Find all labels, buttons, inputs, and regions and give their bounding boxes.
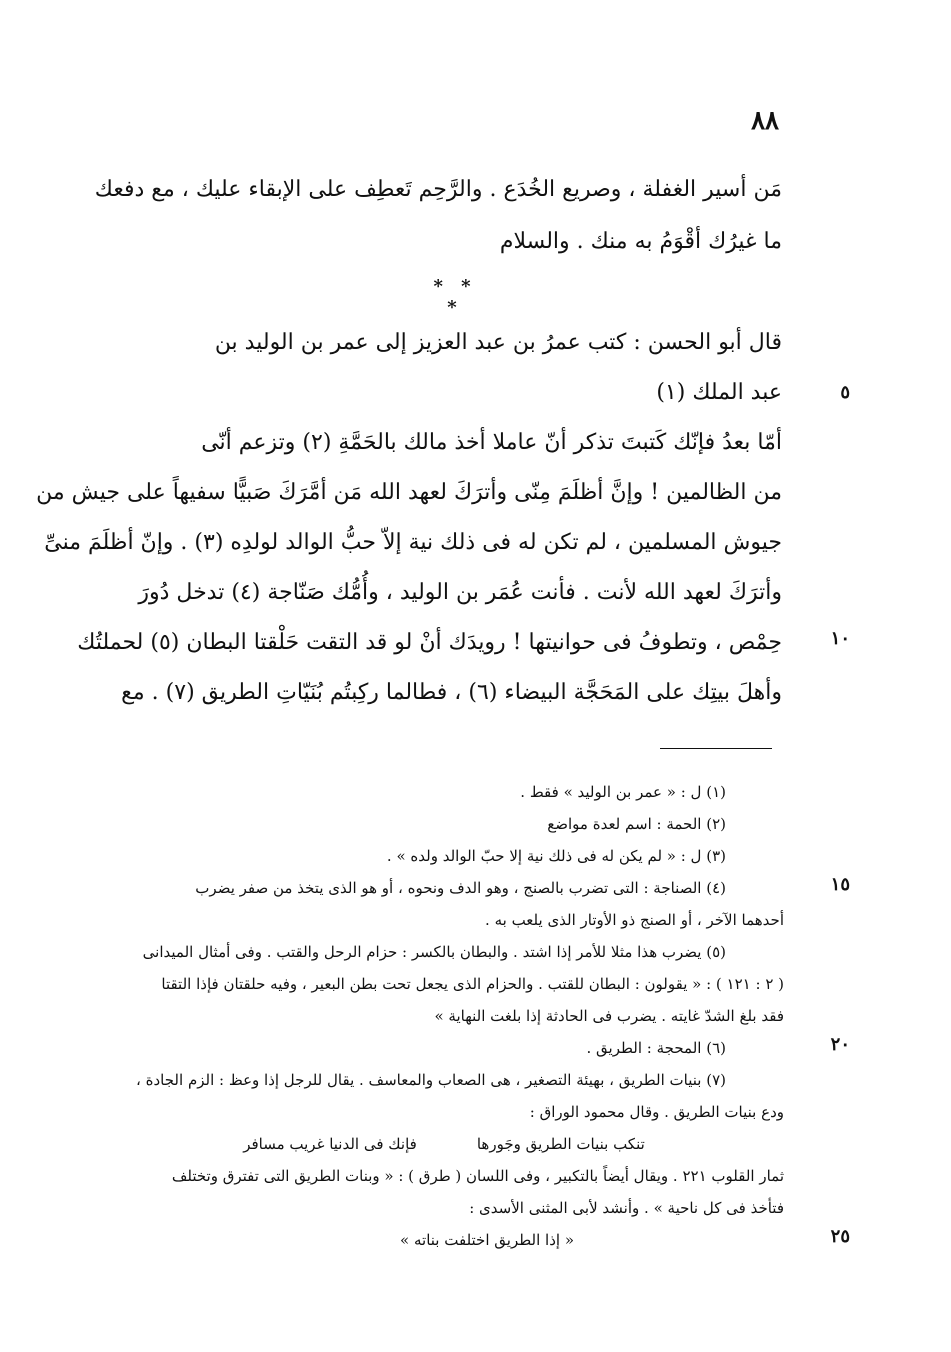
footnote-6: (٦) المحجة : الطريق . (586, 1039, 726, 1057)
footnote-rule (660, 748, 772, 749)
page-number: ٨٨ (751, 106, 779, 136)
footnote-7: (٧) بنيات الطريق ، بهيئة التصغير ، هى الصعاب والمعاسف . يقال للرجل إذا وعظ : الزم الجادة ، (136, 1071, 726, 1089)
letter-intro (110, 318, 782, 418)
footnote-7-cont: ثمار القلوب ٢٢١ . ويقال أيضاً بالتكبير ، وفى اللسان ( طرق ) : « وبنات الطريق التى تفترق وتختلف (171, 1167, 784, 1185)
footnotes (104, 776, 784, 1256)
line-number-15: ١٥ (830, 874, 850, 895)
line-number-25: ٢٥ (830, 1226, 850, 1247)
text-line: حِمْص ، وتطوفُ فى حوانيتها ! رويدَك أنْ لو قد التقت حَلْقتا البطان (٥) لحملتُك (77, 630, 782, 655)
text-line: عبد الملك (١) (656, 380, 782, 405)
footnote-3: (٣) ل : « لم يكن له فى ذلك نية إلا حبّ الوالد ولده » . (386, 847, 726, 865)
footnote-4: (٤) الصناجة : التى تضرب بالصنج ، وهو الدف ونحوه ، أو هو الذى يتخذ من صفر يضرب (195, 879, 726, 897)
text-line: من الظالمين ! وإنَّ أظلَمَ مِنّى وأترَكَ لعهد الله مَن أمَّرَكَ صَبيًّا سفيهاً على جيش من (36, 480, 782, 505)
verse-single: « إذا الطريق اختلفت بناته » (400, 1231, 574, 1249)
text-line: قال أبو الحسن : كتب عمرُ بن عبد العزيز إلى عمر بن الوليد بن (214, 330, 782, 355)
text-line: أمّا بعدُ فإنّك كَتبتَ تذكر أنّ عاملا أخذ مالك بالحَمَّةِ (٢) وتزعم أنّى (201, 430, 782, 455)
footnote-1: (١) ل : « عمر بن الوليد » فقط . (520, 783, 726, 801)
text-line: وأهلَ بيتِك على المَحَجَّة البيضاء (٦) ، فطالما ركِبتُم بُنَيّاتِ الطريق (٧) . مع (121, 680, 782, 705)
text-line: وأترَكَ لعهد الله لأنت . فأنت عُمَر بن الوليد ، وأُمُّك صَنّاجة (٤) تدخل دُورَ (138, 580, 782, 605)
text-line: جيوش المسلمين ، لم تكن له فى ذلك نية إلاّ حبُّ الوالد لولدِه (٣) . وإنّ أظلَمَ منىِّ (44, 530, 782, 555)
text-line: ما غيرُك أقْوَمُ به منك . والسلام (499, 229, 782, 254)
line-number-10: ١٠ (830, 628, 850, 649)
text-continuation (94, 164, 782, 268)
verse-hemistich-second: فإنك فى الدنيا غريب مسافر (243, 1135, 417, 1153)
verse-couplet (104, 1128, 784, 1160)
footnote-4-cont: أحدهما الآخر ، أو الصنج ذو الأوتار الذى يلعب به . (485, 911, 784, 929)
text-line: مَن أسير الغفلة ، وصريع الخُدَع . والرَّحِم تَعطِف على الإبقاء عليك ، مع دفعك (94, 177, 782, 202)
letter-body (36, 418, 782, 718)
footnote-7-cont: فتأخذ فى كل ناحية » . وأنشد لأبى المثنى الأسدى : (469, 1199, 784, 1217)
footnote-5-cont: فقد بلغ الشدّ غايته . يضرب فى الحادثة إذا بلغت النهاية » (434, 1007, 784, 1025)
line-number-5: ٥ (840, 382, 850, 403)
footnote-5: (٥) يضرب هذا مثلا للأمر إذا اشتد . والبطان بالكسر : حزام الرحل والقتب . وفى أمثال الميدانى (142, 943, 726, 961)
footnote-7-cont: ودع بنيات الطريق . وقال محمود الوراق : (529, 1103, 784, 1121)
footnote-5-cont: ( ٢ : ١٢١ ) : « يقولون : البطان للقتب . والحزام الذى يجعل تحت بطن البعير ، وفيه حلقتان فإذا التقتا (161, 975, 784, 993)
section-separator: * * * (433, 276, 477, 318)
line-number-20: ٢٠ (830, 1034, 850, 1055)
footnote-2: (٢) الحمة : اسم لعدة مواضع (547, 815, 726, 833)
verse-hemistich-first: تنكب بنيات الطريق وجَورها (476, 1135, 645, 1153)
